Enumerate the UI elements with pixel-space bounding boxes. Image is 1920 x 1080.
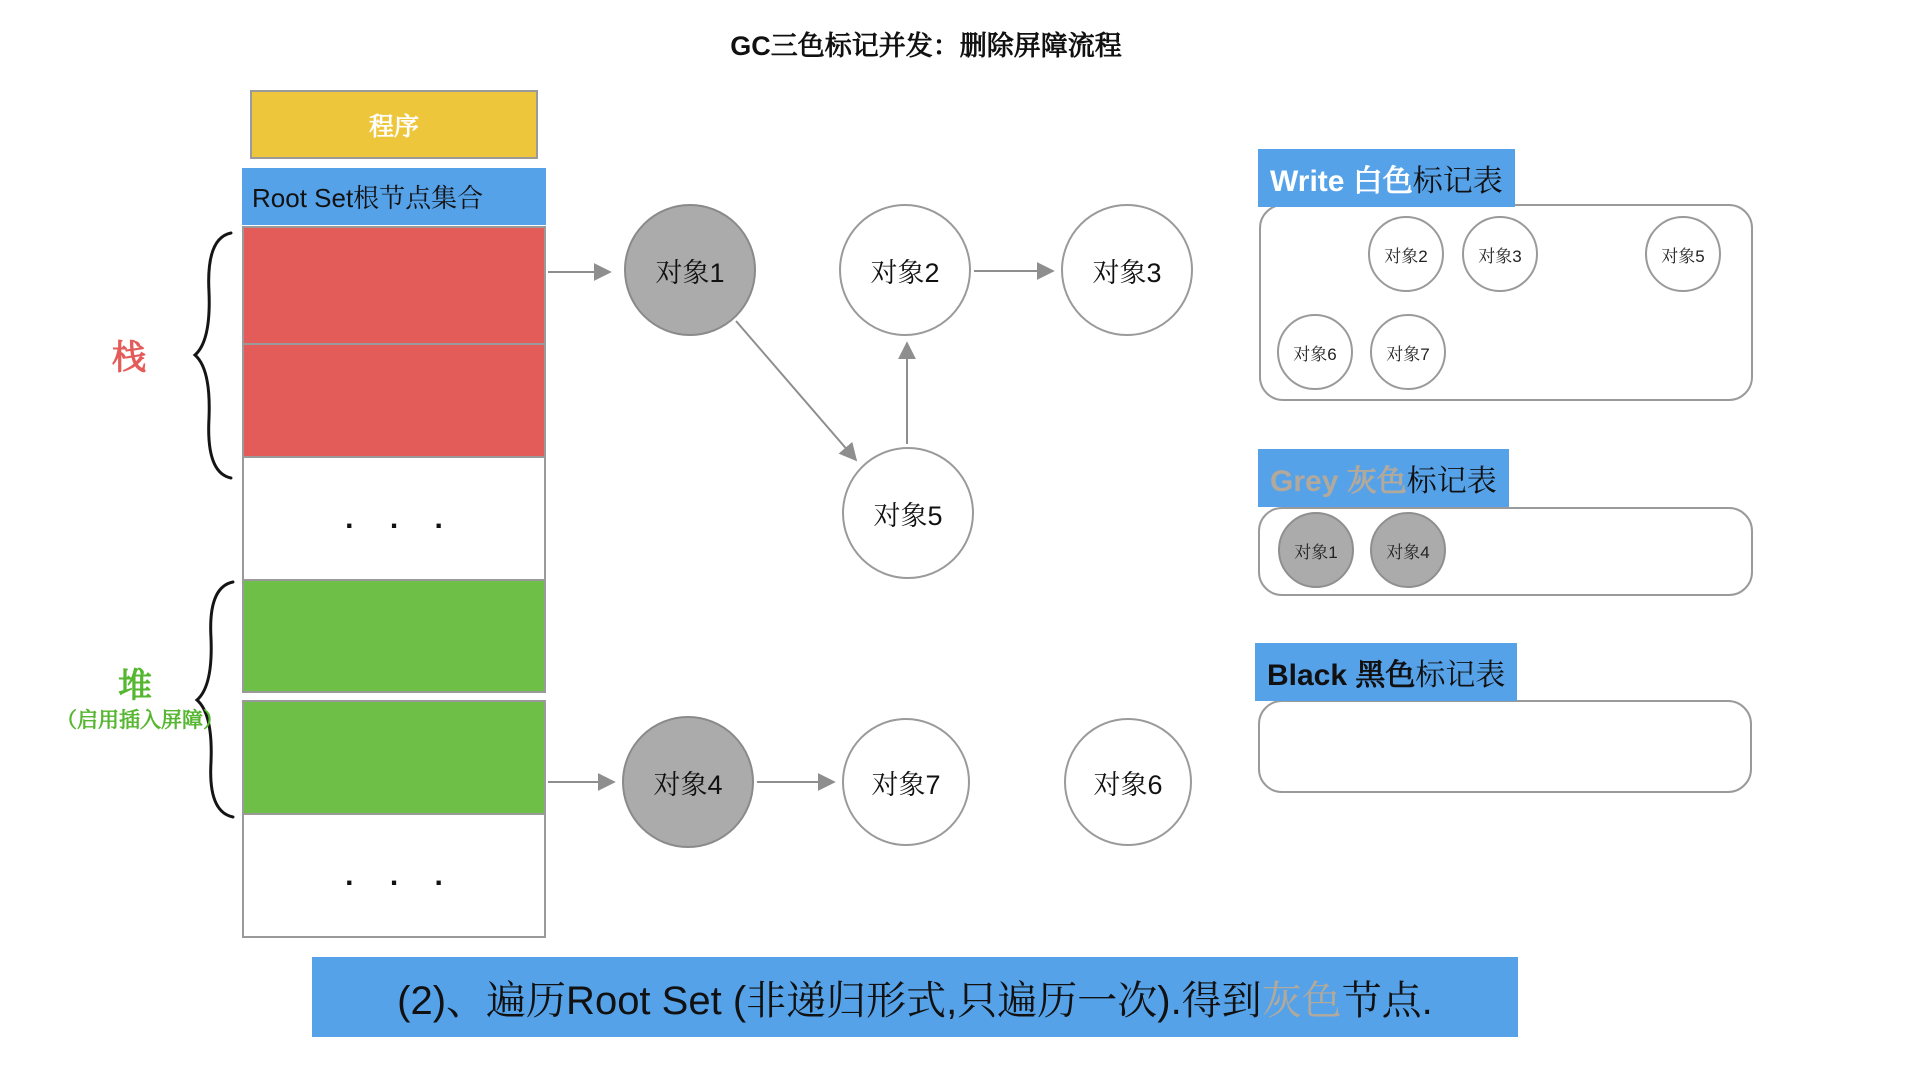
stack-brace: [195, 233, 231, 478]
grey-table-title-cn: 标记表: [1406, 465, 1497, 498]
graph-node-obj4: 对象4: [622, 716, 754, 848]
caption-banner: [312, 957, 1518, 1037]
white-table-item-obj2: 对象2: [1368, 216, 1444, 292]
black-table-header: [1255, 643, 1517, 701]
caption-highlight: 灰色: [1261, 978, 1342, 1023]
graph-node-obj7: 对象7: [842, 718, 970, 846]
ellipsis-text: . . .: [345, 501, 457, 535]
program-box: [250, 90, 538, 159]
page-title: GC三色标记并发：删除屏障流程: [730, 31, 1122, 61]
program-label: 程序: [368, 112, 419, 141]
white-table-title-cn: 标记表: [1412, 165, 1503, 198]
heap-brace: [197, 582, 233, 817]
memory-ellipsis-box-1: [242, 456, 546, 581]
black-table-title-cn: 标记表: [1415, 659, 1506, 692]
white-table-item-obj5: 对象5: [1645, 216, 1721, 292]
caption-pre: (2)、遍历Root Set (非递归形式,只遍历一次).得到: [397, 978, 1262, 1023]
graph-node-obj5: 对象5: [842, 447, 974, 579]
white-table-item-obj6: 对象6: [1277, 314, 1353, 390]
memory-ellipsis-box-2: [242, 813, 546, 938]
white-table-title-en: Write 白色: [1270, 165, 1413, 198]
graph-node-obj6: 对象6: [1064, 718, 1192, 846]
graph-node-obj3: 对象3: [1061, 204, 1193, 336]
white-table-item-obj7: 对象7: [1370, 314, 1446, 390]
graph-node-obj2: 对象2: [839, 204, 971, 336]
rootset-box: [242, 168, 546, 225]
stack-label: 栈: [112, 339, 146, 377]
rootset-label: Root Set根节点集合: [252, 183, 484, 213]
grey-table-item-obj1: 对象1: [1278, 512, 1354, 588]
white-table-header: [1258, 149, 1515, 207]
heap-slot-1: [242, 579, 546, 693]
black-table-title-en: Black 黑色: [1267, 659, 1416, 692]
stack-slot-2: [242, 343, 546, 458]
edge-obj1-obj5: [736, 321, 856, 460]
heap-label: 堆: [118, 667, 152, 705]
black-table: [1258, 700, 1752, 793]
heap-sublabel: （启用插入屏障）: [56, 709, 224, 732]
caption-post: 节点.: [1341, 978, 1433, 1023]
graph-node-obj1: 对象1: [624, 204, 756, 336]
heap-slot-2: [242, 700, 546, 815]
grey-table-header: [1258, 449, 1509, 507]
grey-table-title-en: Grey 灰色: [1270, 465, 1407, 498]
white-table-item-obj3: 对象3: [1462, 216, 1538, 292]
stack-slot-1: [242, 226, 546, 345]
ellipsis-text: . . .: [345, 858, 457, 892]
grey-table-item-obj4: 对象4: [1370, 512, 1446, 588]
